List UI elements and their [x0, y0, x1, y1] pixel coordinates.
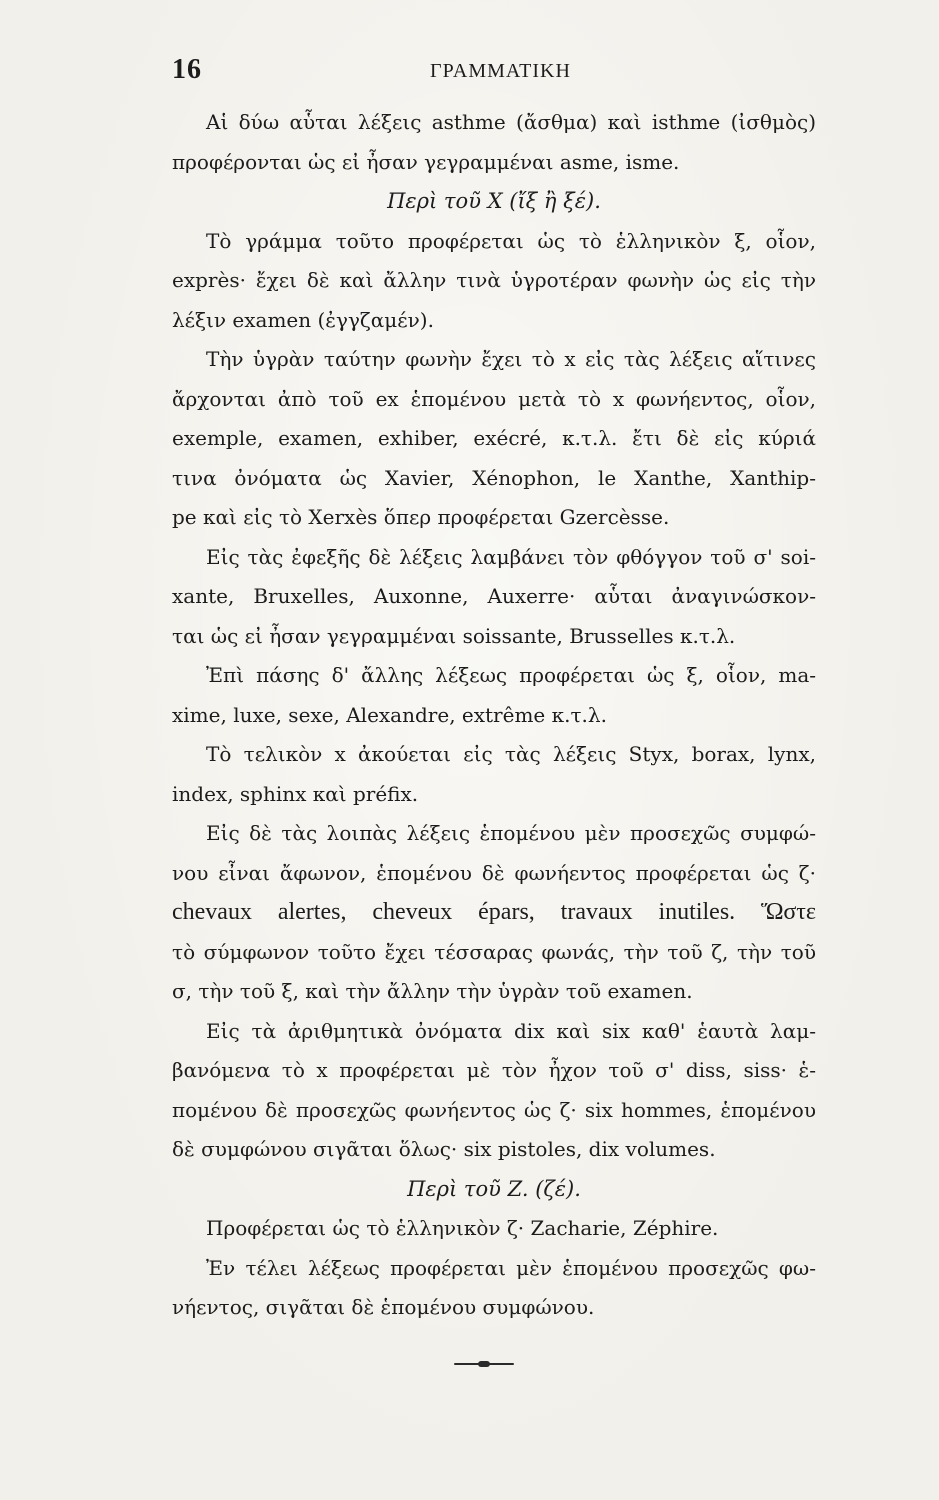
text-line: exemple, examen, exhiber, exécré, κ.τ.λ. ἔτι δὲ εἰς κύριά	[172, 426, 816, 450]
text-line: Τὴν ὑγρὰν ταύτην φωνὴν ἔχει τὸ x εἰς τὰς λέξεις αἵτινες	[206, 347, 816, 371]
text-line: ἄρχονται ἀπὸ τοῦ ex ἑπομένου μετὰ τὸ x φωνήεντος, οἷον,	[172, 386, 816, 411]
text-line: exprès· ἔχει δὲ καὶ ἄλλην τινὰ ὑγροτέραν φωνὴν ὡς εἰς τὴν	[172, 268, 816, 292]
text-line: Ἐν τέλει λέξεως προφέρεται μὲν ἑπομένου προσεχῶς φω-	[206, 1255, 816, 1280]
text-line: Τὸ γράμμα τοῦτο προφέρεται ὡς τὸ ἑλληνικὸν ξ, οἷον,	[206, 228, 816, 253]
text-line: xime, luxe, sexe, Alexandre, extrême κ.τ.λ.	[172, 702, 607, 727]
text-line: chevaux alertes, cheveux épars, travaux inutiles. Ὥστε	[172, 899, 816, 925]
text-line: Εἰς δὲ τὰς λοιπὰς λέξεις ἑπομένου μὲν προσεχῶς συμφώ-	[206, 821, 816, 845]
body-text	[172, 103, 816, 1366]
text-line: xante, Bruxelles, Auxonne, Auxerre· αὗται ἀναγινώσκον-	[172, 584, 816, 608]
text-line: Εἰς τὰ ἀριθμητικὰ ὀνόματα dix καὶ six καθ' ἑαυτὰ λαμ-	[206, 1018, 816, 1043]
text-line: λέξιν examen (ἐγγζαμέν).	[172, 307, 434, 332]
text-line: βανόμενα τὸ x προφέρεται μὲ τὸν ἦχον τοῦ σ' diss, siss· ἑ-	[172, 1058, 816, 1082]
text-line: Προφέρεται ὡς τὸ ἑλληνικὸν ζ· Zacharie, Zéphire.	[206, 1216, 719, 1240]
text-line: προφέρονται ὡς εἰ ἦσαν γεγραμμέναι asme, isme.	[172, 149, 680, 174]
text-line: πομένου δὲ προσεχῶς φωνήεντος ὡς ζ· six hommes, ἑπομένου	[172, 1097, 816, 1122]
page-number: 16	[172, 54, 202, 85]
text-line: Τὸ τελικὸν x ἀκούεται εἰς τὰς λέξεις Styx, borax, lynx,	[206, 742, 816, 766]
text-line: ται ὡς εἰ ἦσαν γεγραμμέναι soissante, Brusselles κ.τ.λ.	[172, 623, 736, 648]
text-line: Αἱ δύω αὗται λέξεις asthme (ἄσθμα) καὶ isthme (ἰσθμὸς)	[206, 110, 816, 134]
page-header	[172, 54, 780, 94]
text-line: index, sphinx καὶ préfix.	[172, 781, 419, 806]
text-line: Εἰς τὰς ἐφεξῆς δὲ λέξεις λαμβάνει τὸν φθόγγον τοῦ σ' soi-	[206, 544, 816, 569]
section-heading-z: Περὶ τοῦ Z. (ζέ).	[407, 1176, 581, 1201]
running-head: ΓΡΑΜΜΑΤΙΚΗ	[430, 60, 571, 82]
text-line: Ἐπὶ πάσης δ' ἄλλης λέξεως προφέρεται ὡς ξ, οἷον, ma-	[206, 663, 816, 687]
text-line: σ, τὴν τοῦ ξ, καὶ τὴν ἄλλην τὴν ὑγρὰν τοῦ examen.	[172, 979, 693, 1003]
text-line: νου εἶναι ἄφωνον, ἑπομένου δὲ φωνήεντος προφέρεται ὡς ζ·	[172, 860, 816, 885]
text-line: τινα ὀνόματα ὡς Xavier, Xénophon, le Xanthe, Xanthip-	[172, 465, 816, 490]
text-line: τὸ σύμφωνον τοῦτο ἔχει τέσσαρας φωνάς, τὴν τοῦ ζ, τὴν τοῦ	[172, 939, 816, 964]
text-line: νήεντος, σιγᾶται δὲ ἑπομένου συμφώνου.	[172, 1295, 595, 1319]
section-heading-x: Περὶ τοῦ X (ἴξ ἢ ξέ).	[387, 189, 601, 213]
text-line: δὲ συμφώνου σιγᾶται ὅλως· six pistoles, dix volumes.	[172, 1137, 716, 1161]
text-line: pe καὶ εἰς τὸ Xerxès ὅπερ προφέρεται Gzercèsse.	[172, 505, 670, 529]
end-ornament	[454, 1362, 514, 1366]
